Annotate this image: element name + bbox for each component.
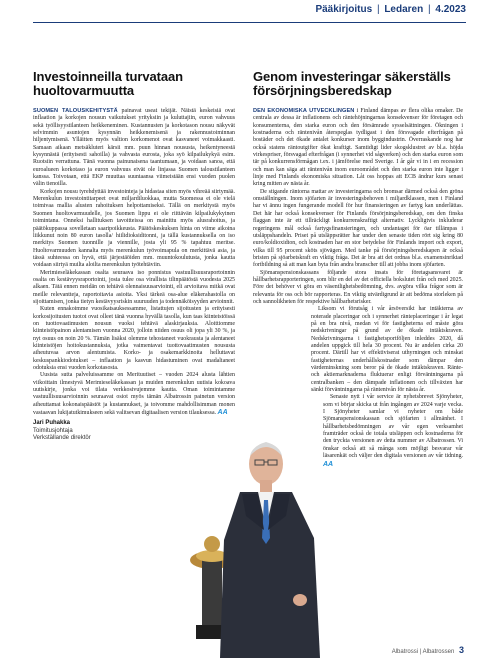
paragraph <box>33 372 235 417</box>
paragraph-text: Senaste nytt i vår service är nyhetsbrevet Sjönyheter, som vi börjar skicka ut från ingången av 2024 varje vecka. I Sjönyheter samlar vi nyheter om både Sjömanspensionskassan och sjöfarten i allmänhet. I hållbarhetsbedömningen av vår egen verksamhet framträder också de totala utsläppen och kostnaderna för den tryckta versionen av detta nummer av Albatrossen. Vi önskar också att så många som möjligt besvarar vår läsarenkät och väljer den digitala versionen av vår tidning. <box>323 394 463 460</box>
paragraph-text: Uusista sutta palveluissamme on Merituutiset – vuoden 2024 alusta lähtien viikoittain ilmestyvä Merimieseläkekassan ja muiden merenkulun uutisia kokoava uutiskirje, jonka voi tilata verkkosivujemme kautta. Oman toimintamme vastuullisuusarvioinnin seuraavat osiot myös tämän Albatrossin painetun version aiheuttamat kokonaispäästöt ja kustannukset, ja toivomme mahdollisimman monen vastaavan lukijatutkimukseen sekä valitsevan digitaalisen version tilauksessa. <box>33 372 235 417</box>
article-body-fi <box>33 108 235 417</box>
albatross-mark: AA <box>323 460 334 468</box>
paragraph-text: i Finland dämpas av flera olika omaker. De centrala av dessa är inflationens och räntehöjningarnas konsekvenser för företagen och konsumenterna, den starka euron och den försämrade sysselsättningen. Ökningen i kostnaderna och räntenivån återspeglas tydligast i den försvagade efterfrågan på bostäder och det ökade antalet konkurser inom byggindustrin. Överraskande nog har också statens räntoutgifter ökat kraftigt. Samtidigt lider skogsklustret av bl.a. höjda virkespriser, försvagad efterfrågan (i synnerhet vid sågverken) och den starka euron som tär på konkurrensförmågan t.ex. i jämförelse med Sverige. I år går vi in i en recession och man kan säga att räntenivån inom euroområdet och den starka euron inte ligger i linje med Finlands ekonomiska situation. Låt oss hoppas att ECB ändrar kurs senast kring mitten av nästa år. <box>253 108 464 188</box>
article-body-sv <box>253 108 463 469</box>
page-footer <box>392 645 464 655</box>
signature-name: Jari Puhakka <box>33 420 71 427</box>
lead-in: DEN EKONOMISKA UTVECKLINGEN <box>253 108 355 114</box>
finnish-article <box>33 70 235 443</box>
section-label: Pääkirjoitus <box>315 4 373 15</box>
header-separator: | <box>376 4 380 15</box>
paragraph: Merimieseläkekassan osalta seuraava iso ponnistus vastuullisuusraportoinnin osalta on kestävyysraportointi, josta tulee osa virallista tilinpäätöstä vuodesta 2025 alkaen. Tätä ennen meidän on tehtävä olennaisuusarviointi, eli arvioitava mitkä ovat meille relevantteja, raportoitavia asioita. Yksi tärkeä osa-alue eläkerahastolla on sijoittamisen, jonka tietyn kestävyysriskin suuruuden ja todennäköisyyden arvioinnit. <box>33 269 235 305</box>
swedish-article <box>253 70 463 469</box>
portrait-photo <box>180 420 330 658</box>
paragraph-text: painavat useat tekijät. Näistä keskeisiä ovat inflaation ja korkojen nousun vaikutukset yrityksiin ja kuluttajiin, euron vahvuus sekä työllisyystilanteen heikkeneminen. Kustannusten ja korkotason nousu näkyvät selvimmin asuntojen kysynnän heikkenemisenä ja rakennustoiminnan hiljentymisenä. Ylläitten myös valtion korkomenot ovat kasvaneet voimakkaasti. Samaan aikaan metsäkluteri kärsii mm. puun hinnan noususta, heikentyneestä kysynnästä (erityisesti sahoilla) ja vahvasta eurosta, joka syö kilpailukykyä esim. Ruotsiin verrattuna. Tänä vuonna painunaisena taantumaan, ja voidaan sanoa, että euroalueen korkotaso ja euron vahvuus eivät ole linjassa Suomen taloustilanteen kanssa. Toivotaan, että EKP muuttaa suuntaansa viimeistään ensi vuoden puolen välin tienoilla. <box>33 108 235 188</box>
paragraph: Korkojen nousu tyrehdyttää investointeja ja hidastaa siten myös vihreää siirtymää. Merenkulun investointitarpeet ovat miljardiluokkaa, mutta Suomessa ei ole vielä toimivaa mallia alusten rahoituksen helpottamiseksi. Tällä on merkitystä myös Suomen huoltovarmuudelle, jos Suomen lippu ei ole riittävän kilpailukykyinen toimintana. Onneksi hallituksen tavoitteissa on mainittu myös alusrahoitus, ja päätökuppassa sovelletaan saaripoikkeusta. Päätöskeskuksen hinta on viime aikoina liikkunut noin 80 euron tasolla/ hiilidioksiditonni, ja tällä kustannuksella on iso merkitys Suomen tuonnille ja viennille, josta yli 95 % tapahtuu meritse. Huoltovarmuuden kannalta myös merenkulun työvoimapula on merkittävä asia, ja tässä suhteessa on hyvä, että järjestäöiden mm. muuntokoulutusta, jonka kautta voidaan siirtyä muilta aloilta merenkulun työtehtäviin. <box>33 188 235 269</box>
paragraph: De stigande räntorna mattar av investeringarna och bromsar därmed också den gröna omställningen. Inom sjöfarten är investeringsbehoven i miljardklassen, men i Finland har vi ännu ingen fungerande modell för hur finansieringen av fartyg kan underlättas. Det här har också konsekvenser för Finlands försörjningsberedskap, om den finska flaggan inte är ett tillräckligt konkurrenskraftigt alternativ. Lyckligtvis inkluderar regeringens mål också fartygsfinansieringen, och undantaget för öar tillämpas i utsläppshandeln. Priset på utsläppsrätter har under den senaste tiden rört sig kring 80 euro/koldioxidton, och kostnaden har en stor betydelse för Finlands import och export, vilka till 95 procent sköts sjövägen. Med tanke på försörjningsberedskapen är också bristen på sjöarbetskraft en viktig fråga. Det är bra att det ordnas bl.a. examensinriktad fortbildning så att man kan byta från andra branscher till att jobba inom sjöfarten. <box>253 188 463 269</box>
paragraph: Liksom vi förutsåg i vår årsöversikt har intäkterna av noterade placeringar och i synnerhet ränteplaceringar i år legat på en bra nivå, medan vi för fastigheterna ed måste göra nedskrivningar på grund av de ökade intäktskraven. Nedskrivningarna i fastighetsportföljen inleddes 2020, då andelen uppgick till hela 30 procent. Nu är andelen cirka 20 procent. Därtill har vi effektiviserat uthyrningen och minskat fastigheternas underhållskostnader som dämpar den värdeminskning som beror på de ökade intäktskraven. Ränte- och aktiemarknaderna fluktuerar enligt förväntningarna på centralbanken – den dämpade inflationen och tillväxten har sänkt förväntningarna på räntenivån för nästa år. <box>311 306 463 394</box>
footer-brand: Albatrossi | Albatrossen <box>391 649 455 655</box>
issue-number: 4.2023 <box>435 4 466 15</box>
page-number: 3 <box>458 645 464 655</box>
lead-in: SUOMEN TALOUSKEHITYSTÄ <box>33 108 118 114</box>
page-header <box>315 4 466 18</box>
signature-role-fi: Toimitusjohtaja <box>33 427 73 434</box>
article-title-sv: Genom investeringar säkerställs försörjningsberedskap <box>253 69 451 98</box>
signature-role-sv: Verkställande direktör <box>33 435 91 442</box>
paragraph <box>323 394 463 468</box>
albatross-mark: AA <box>217 409 228 417</box>
person <box>220 442 320 658</box>
paragraph: Sjömanspensionskassans följande stora insats för företagsansvaret är hållbarhetsrapporteringen, som blir en del av det officiella bokslutet från och med 2025. Före det behöver vi göra en väsentlighetsbedömning, dvs. avgöra vilka frågor som är relevanta för oss och bör rapporteras. En viktig utvärdigrund är att bedöma storleken på och sannolikheten för respektive hållbarhetsrisker. <box>253 269 463 305</box>
header-rule <box>33 22 466 23</box>
paragraph: Kuten ennakoimme vuosikatsauksessamme, listattujen sijoitusten ja erityisesti korkosijoitusten tuotot ovat olleet tänä vuonna hyvällä tasolla, kun taas kiinteistöissä on tuottovaatimusten nousun vuoksi tehtävä alaskirjauksia. Aloittiomme kiinteistöpainon alentamisen vuonna 2020, jolloin niiden osuus oli jopa yli 30 %, ja nyt osuus on noin 20 %. Tämän lisäksi olemme tehostaneet vuokrausta ja alentaneet kiinteistöjen hoitokustannuksia, jotka vaimentavat tuottovaatimusten noususta aiheutuvaa arvon alentumista. Korko- ja osakemarkkinoita helluttavat keskuspankkiodotukset – inflaation ja kasvun hidastuminen ovat madaltaneet odotuksia ensi vuoden korkotasosta. <box>33 306 235 372</box>
paragraph <box>33 108 235 189</box>
section-label-sv: Ledaren <box>384 4 424 15</box>
paragraph <box>253 108 463 189</box>
header-separator: | <box>428 4 431 15</box>
article-title-fi: Investoinneilla turvataan huoltovarmuutta <box>33 69 183 98</box>
